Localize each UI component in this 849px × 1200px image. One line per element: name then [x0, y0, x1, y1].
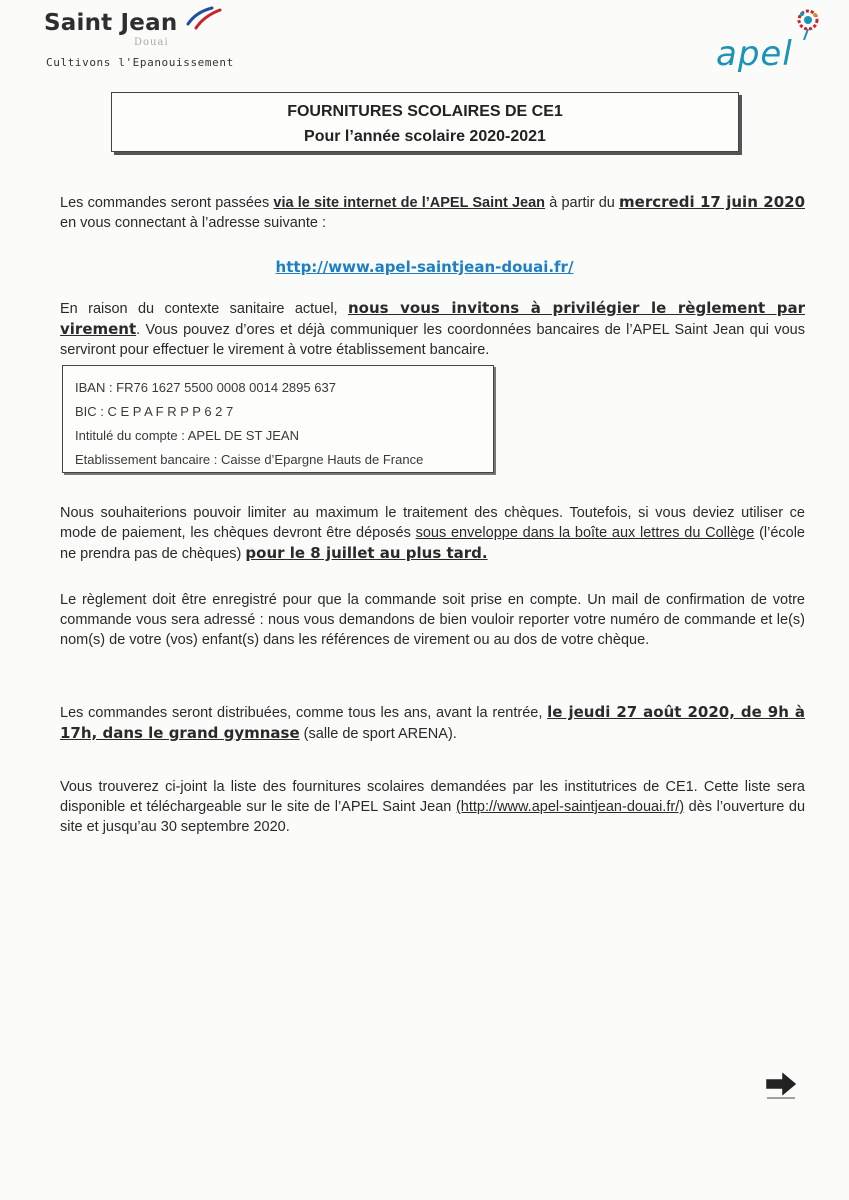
- order-text-1: Les commandes seront passées: [60, 195, 274, 211]
- payment-paragraph: [60, 298, 805, 360]
- supplies-text-2: dès l’ouverture du site et jusqu’au 30 septembre 2020.: [60, 799, 806, 835]
- cheque-deadline: pour le 8 juillet au plus tard.: [245, 544, 488, 562]
- apel-flower-icon: [788, 6, 828, 40]
- title-line-1: FOURNITURES SCOLAIRES DE CE1: [287, 103, 563, 120]
- payment-text-1: En raison du contexte sanitaire actuel,: [60, 301, 348, 317]
- apel-wordmark: apel: [716, 34, 793, 74]
- cheque-paragraph: [60, 503, 805, 564]
- brand-city: Douai: [134, 37, 169, 48]
- distribution-date-place: le jeudi 27 août 2020, de 9h à 17h, dans le grand gymnase: [60, 703, 805, 742]
- payment-text-2: . Vous pouvez d’ores et déjà communiquer les coordonnées bancaires de l’APEL Saint Jean qui vous serviront pour effectuer le virement à votre établissement bancaire.: [60, 322, 805, 358]
- apel-website-link[interactable]: http://www.apel-saintjean-douai.fr/: [275, 258, 574, 276]
- bank-details-box: [62, 365, 494, 473]
- confirmation-paragraph: Le règlement doit être enregistré pour que la commande soit prise en compte. Un mail de confirmation de votre commande vous sera adressé : nous vous demandons de bien vouloir reporter votre numéro de commande et le(s) nom(s) de votre (vos) enfant(s) dans les références de virement ou au dos de votre chèque.: [60, 592, 805, 648]
- supplies-site-link[interactable]: (http://www.apel-saintjean-douai.fr/): [455, 799, 685, 815]
- cheque-text-1: Nous souhaiterions pouvoir limiter au maximum le traitement des chèques. Toutefois, si vous deviez utiliser ce mode de paiement, les chèques devront être déposés: [60, 505, 805, 541]
- order-start-date: mercredi 17 juin 2020: [619, 193, 805, 211]
- bic-line: BIC : C E P A F R P P 6 2 7: [75, 404, 234, 419]
- apel-logo: [712, 4, 837, 79]
- order-site-link[interactable]: via le site internet de l’APEL Saint Jean: [273, 195, 546, 211]
- arrow-right-icon[interactable]: [763, 1066, 799, 1102]
- brand-swoosh-icon: [182, 6, 222, 32]
- supplies-text-1: Vous trouverez ci-joint la liste des fournitures scolaires demandées par les institutrices de CE1. Cette liste sera disponible et téléchargeable sur le site de l’APEL Saint Jean: [60, 779, 805, 815]
- cheque-dropoff-location: sous enveloppe dans la boîte aux lettres du Collège: [415, 525, 755, 541]
- saint-jean-logo: [44, 10, 254, 70]
- brand-name: Saint Jean: [44, 10, 178, 36]
- order-text-3: en vous connectant à l’adresse suivante :: [60, 215, 326, 231]
- distribution-paragraph: [60, 702, 805, 744]
- distribution-text-2: (salle de sport ARENA).: [299, 726, 457, 742]
- account-name-line: Intitulé du compte : APEL DE ST JEAN: [75, 428, 299, 443]
- distribution-text-1: Les commandes seront distribuées, comme tous les ans, avant la rentrée,: [60, 705, 548, 721]
- payment-transfer-emphasis: nous vous invitons à privilégier le règlement par virement: [60, 299, 805, 338]
- order-paragraph: [60, 192, 805, 233]
- title-line-2: Pour l’année scolaire 2020-2021: [304, 128, 546, 145]
- bank-name-line: Etablissement bancaire : Caisse d’Epargne Hauts de France: [75, 452, 424, 467]
- supplies-list-paragraph: [60, 777, 805, 837]
- brand-tagline: Cultivons l'Epanouissement: [46, 56, 234, 69]
- order-text-2: à partir du: [545, 195, 620, 211]
- iban-line: IBAN : FR76 1627 5500 0008 0014 2895 637: [75, 380, 336, 395]
- document-title-box: [111, 92, 739, 152]
- cheque-text-2: (l’école ne prendra pas de chèques): [60, 525, 805, 562]
